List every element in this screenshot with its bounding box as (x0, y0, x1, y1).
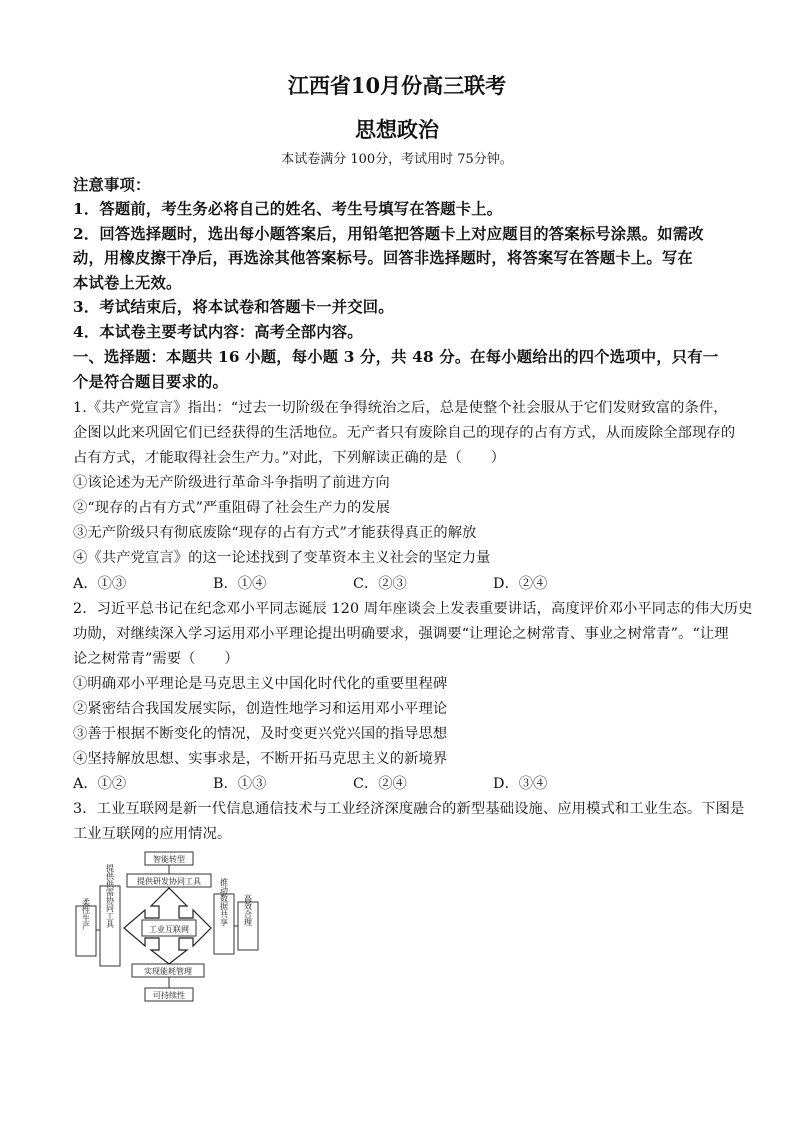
q2-statement: ③善于根据不断变化的情况，及时变更兴党兴国的指导思想 (73, 726, 448, 742)
diagram-top-label: 智能转型 (153, 855, 185, 864)
q2-stem: 论之树常青”需要（ ） (73, 651, 239, 667)
section-heading: 一、选择题：本题共 16 小题，每小题 3 分，共 48 分。在每小题给出的四个选项中，只有一 (73, 348, 719, 366)
notice-heading: 注意事项： (73, 176, 151, 194)
q1-statement: ②“现存的占有方式”严重阻碍了社会生产力的发展 (73, 500, 391, 516)
notice-item: 4．本试卷主要考试内容：高考全部内容。 (73, 323, 363, 341)
diagram-bottom-inner-label: 实现能耗管理 (144, 967, 192, 976)
q2-stem: 功勋，对继续深入学习运用邓小平理论提出明确要求，强调要“让理论之树常青、事业之树常青”。“让理 (73, 626, 729, 642)
q1-stem: 企图以此来巩固它们已经获得的生活地位。无产者只有废除自己的现存的占有方式，从而废除全部现存的 (73, 425, 736, 441)
q2-statement: ④坚持解放思想、实事求是，不断开拓马克思主义的新境界 (73, 751, 448, 767)
q1-option-d[interactable]: D．②④ (493, 576, 548, 592)
q2-option-c[interactable]: C．②④ (353, 776, 407, 792)
q1-stem: 占有方式，才能取得社会生产力。”对此，下列解读正确的是（ ） (73, 450, 506, 466)
q2-option-d[interactable]: D．③④ (493, 776, 548, 792)
notice-item: 2．回答选择题时，选出每小题答案后，用铅笔把答题卡上对应题目的答案标号涂黑。如需改 (73, 225, 704, 243)
diagram-top-inner-label: 提供研发协同工具 (137, 877, 201, 886)
q1-statement: ④《共产党宣言》的这一论述找到了变革资本主义社会的坚定力量 (73, 550, 491, 566)
subject-title: 思想政治 (355, 117, 439, 142)
q1-option-a[interactable]: A．①③ (73, 576, 127, 592)
q1-stem: 1.《共产党宣言》指出：“过去一切阶级在争得统治之后，总是使整个社会服从于它们发财致富的条件， (73, 400, 728, 416)
notice-item: 本试卷上无效。 (73, 274, 182, 292)
notice-item: 动，用橡皮擦干净后，再选涂其他答案标号。回答非选择题时，将答案写在答题卡上。写在 (73, 249, 693, 267)
diagram-center-label: 工业互联网 (149, 925, 189, 934)
diagram-right-label: 高效合理 (243, 894, 253, 926)
q1-statement: ③无产阶级只有彻底废除“现存的占有方式”才能获得真正的解放 (73, 525, 477, 541)
diagram-left-inner-label: 提供供需协同工具 (105, 864, 115, 928)
notice-item: 3．考试结束后，将本试卷和答题卡一并交回。 (73, 298, 394, 316)
q2-statement: ②紧密结合我国发展实际，创造性地学习和运用邓小平理论 (73, 701, 448, 717)
notice-item: 1．答题前，考生务必将自己的姓名、考生号填写在答题卡上。 (73, 200, 503, 218)
q1-option-c[interactable]: C．②③ (353, 576, 407, 592)
diagram-left-label: 柔性生产 (81, 898, 91, 930)
exam-info: 本试卷满分 100分，考试用时 75分钟。 (281, 152, 513, 167)
industrial-internet-diagram (72, 848, 262, 1006)
q2-option-b[interactable]: B．①③ (213, 776, 267, 792)
q3-stem: 工业互联网的应用情况。 (73, 826, 232, 842)
q1-statement: ①该论述为无产阶级进行革命斗争指明了前进方向 (73, 475, 390, 491)
section-heading: 个是符合题目要求的。 (73, 373, 228, 391)
q1-option-b[interactable]: B．①④ (213, 576, 267, 592)
exam-title: 江西省10月份高三联考 (287, 73, 507, 98)
q2-option-a[interactable]: A．①② (73, 776, 127, 792)
q2-statement: ①明确邓小平理论是马克思主义中国化时代化的重要里程碑 (73, 676, 448, 692)
q3-stem: 3．工业互联网是新一代信息通信技术与工业经济深度融合的新型基础设施、应用模式和工业生态。下图是 (73, 801, 745, 817)
q2-stem: 2．习近平总书记在纪念邓小平同志诞辰 120 周年座谈会上发表重要讲话，高度评价邓小平同志的伟大历史 (73, 601, 753, 617)
diagram-right-inner-label: 推动数据共享 (219, 878, 229, 926)
diagram-bottom-label: 可持续性 (153, 991, 185, 1000)
